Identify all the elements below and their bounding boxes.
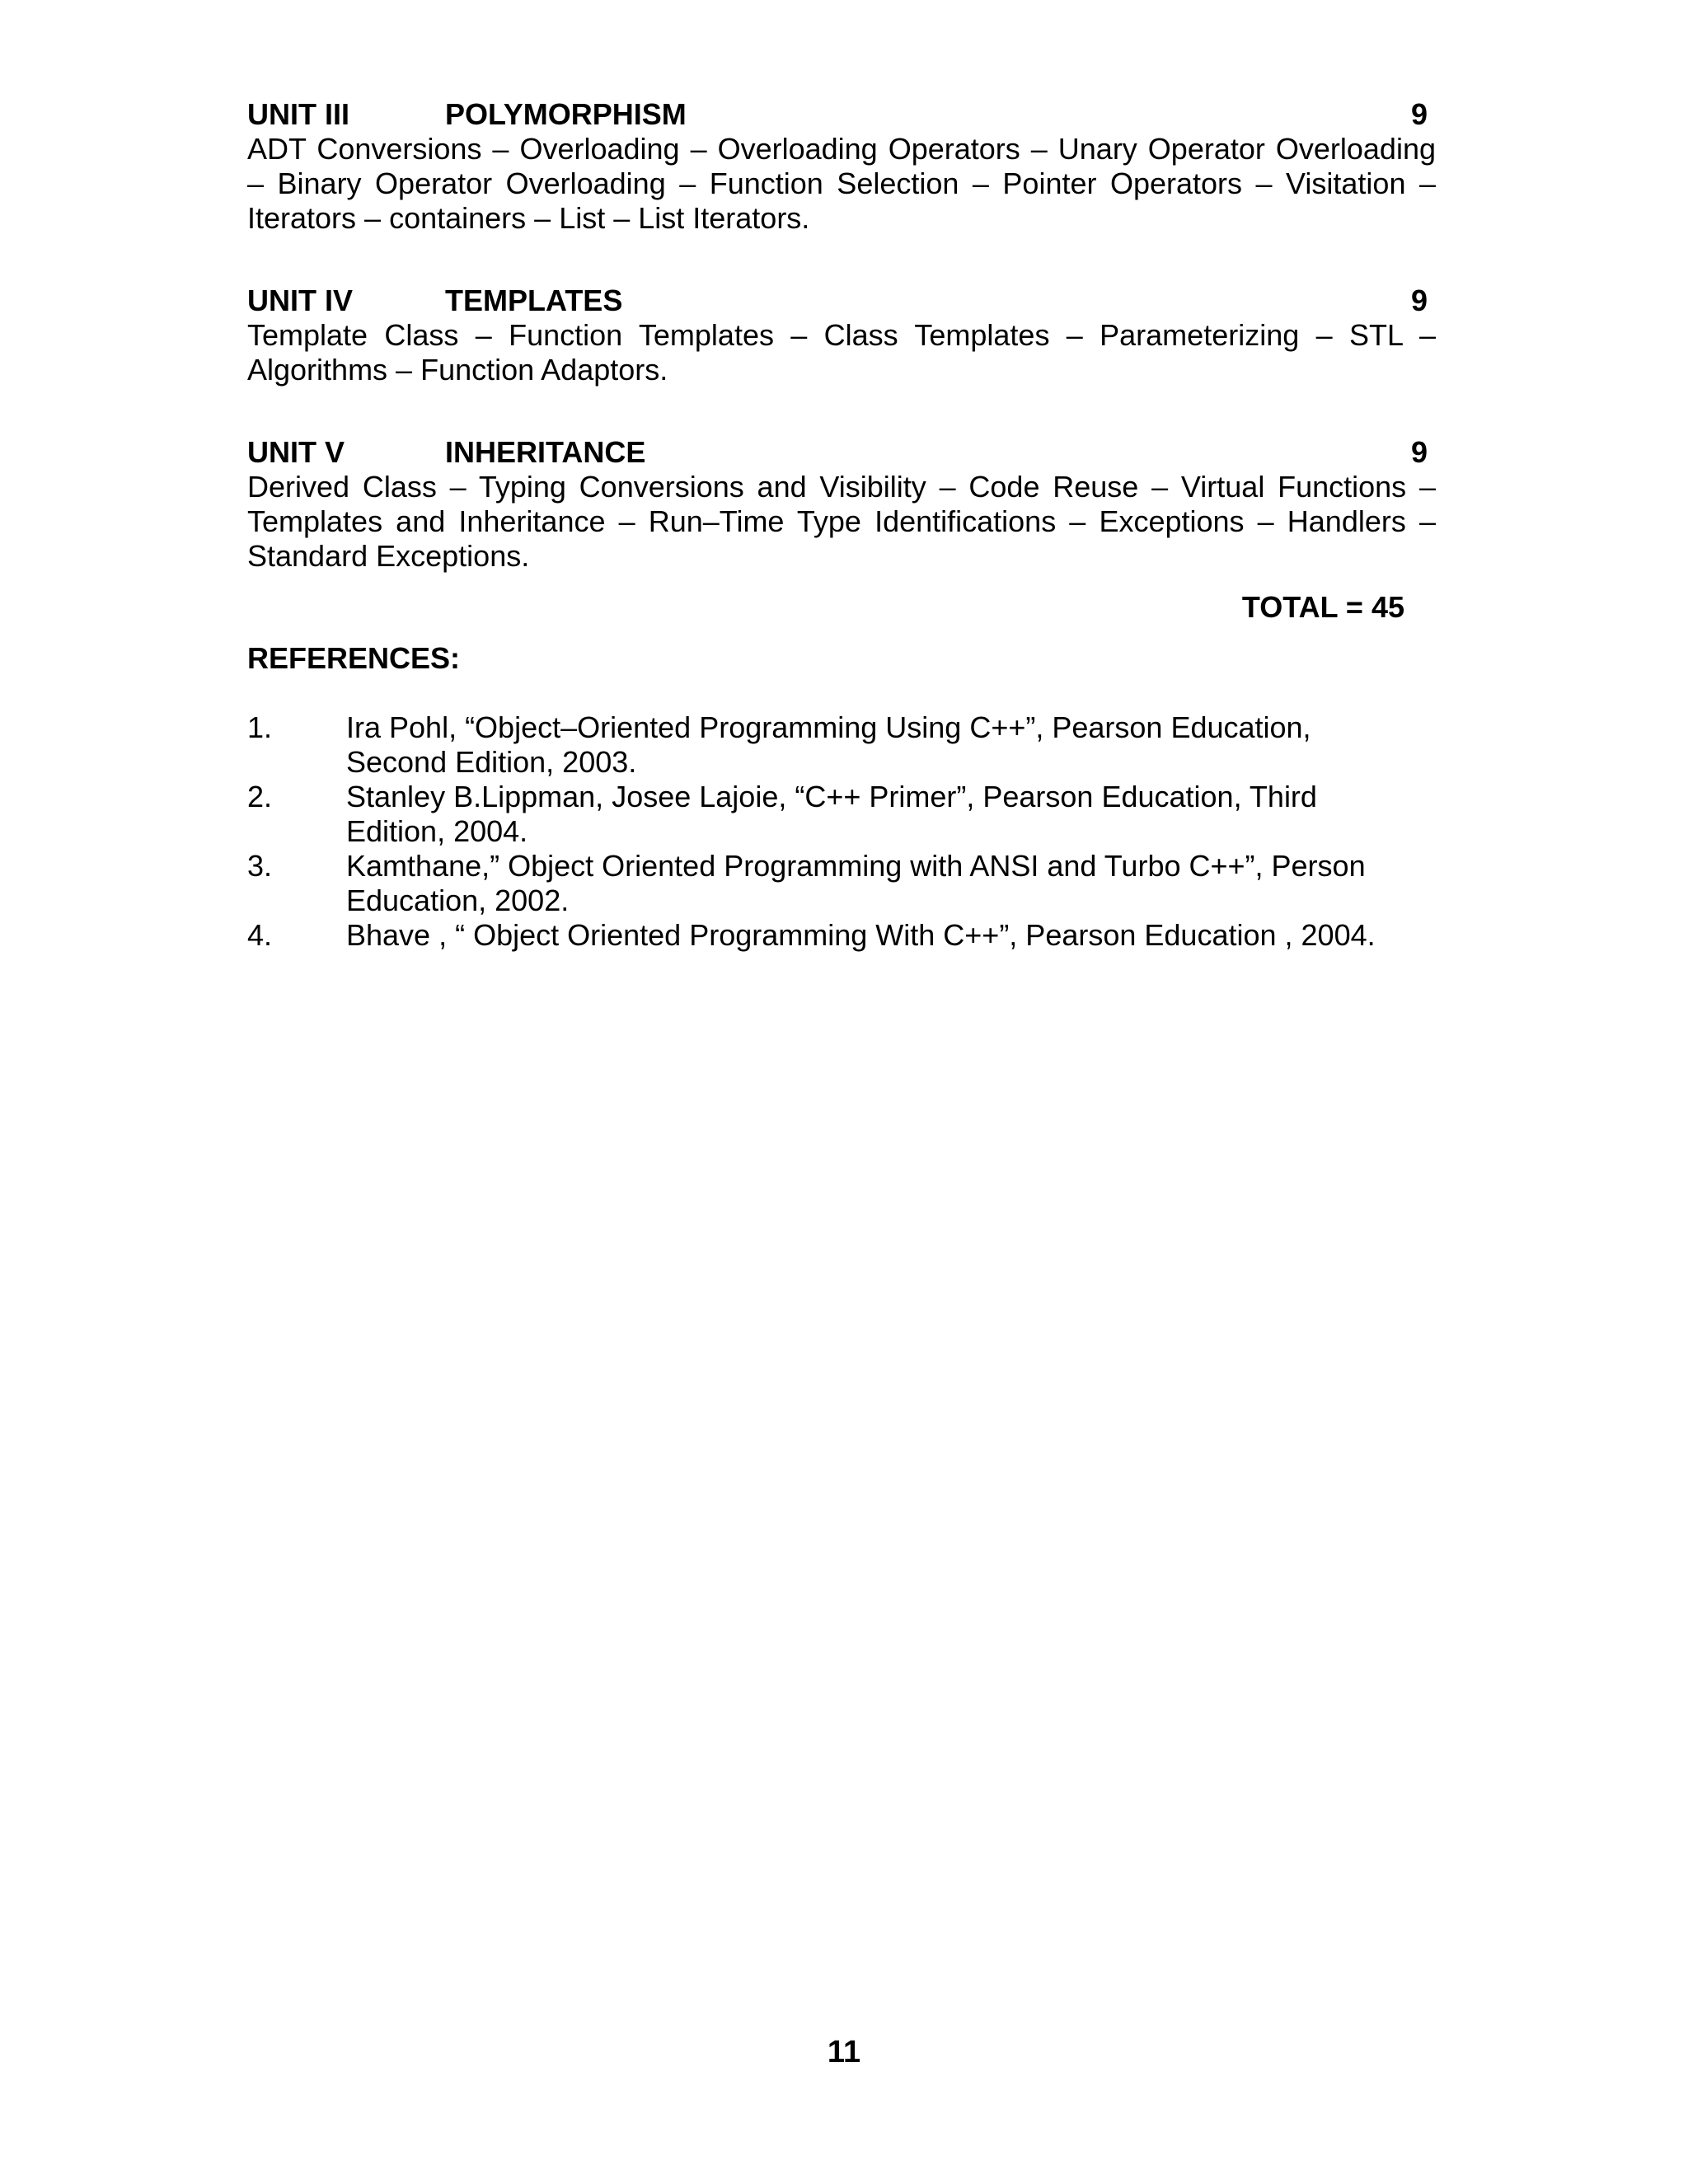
unit-hours: 9 — [1410, 284, 1428, 317]
page-number: 11 — [827, 2035, 861, 2069]
unit-section-4 — [247, 284, 1436, 387]
unit-section-3 — [247, 97, 1436, 236]
unit-content: Template Class – Function Templates – Class Templates – Parameterizing – STL – Algorithms – Function Adaptors. — [247, 318, 1436, 387]
unit-title: INHERITANCE — [445, 435, 646, 469]
reference-number: 1. — [247, 710, 273, 744]
unit-code: UNIT III — [247, 97, 349, 131]
unit-header — [247, 97, 1436, 132]
unit-hours: 9 — [1410, 435, 1428, 469]
reference-number: 4. — [247, 918, 273, 952]
reference-item — [247, 918, 1436, 953]
unit-title: TEMPLATES — [445, 284, 623, 317]
reference-text: Bhave , “ Object Oriented Programming With C++”, Pearson Education , 2004. — [346, 918, 1376, 952]
unit-header — [247, 435, 1436, 470]
unit-code: UNIT V — [247, 435, 345, 469]
reference-text: Kamthane,” Object Oriented Programming with ANSI and Turbo C++”, Person Education, 2002. — [346, 849, 1366, 917]
reference-item — [247, 780, 1436, 849]
unit-header — [247, 284, 1436, 318]
unit-section-5 — [247, 435, 1436, 574]
references-list — [247, 710, 1436, 953]
unit-code: UNIT IV — [247, 284, 354, 317]
reference-item — [247, 849, 1436, 918]
unit-content: Derived Class – Typing Conversions and Visibility – Code Reuse – Virtual Functions – Templates and Inheritance – Run–Time Type Identifications – Exceptions – Handlers – Standard Exceptions. — [247, 470, 1436, 573]
unit-title: POLYMORPHISM — [445, 97, 687, 131]
reference-number: 2. — [247, 780, 273, 813]
references-heading: REFERENCES: — [247, 641, 461, 675]
reference-text: Stanley B.Lippman, Josee Lajoie, “C++ Primer”, Pearson Education, Third Edition, 2004. — [346, 780, 1317, 848]
unit-content: ADT Conversions – Overloading – Overloading Operators – Unary Operator Overloading – Binary Operator Overloading – Function Selection – Pointer Operators – Visitation – Iterators – containers – List – List Iterators. — [247, 132, 1436, 235]
reference-number: 3. — [247, 849, 273, 883]
reference-item — [247, 710, 1436, 780]
unit-hours: 9 — [1410, 97, 1428, 131]
total-hours: TOTAL = 45 — [1241, 590, 1404, 624]
syllabus-page — [247, 97, 1436, 953]
reference-text: Ira Pohl, “Object–Oriented Programming Using C++”, Pearson Education, Second Edition, 2003. — [346, 710, 1311, 779]
